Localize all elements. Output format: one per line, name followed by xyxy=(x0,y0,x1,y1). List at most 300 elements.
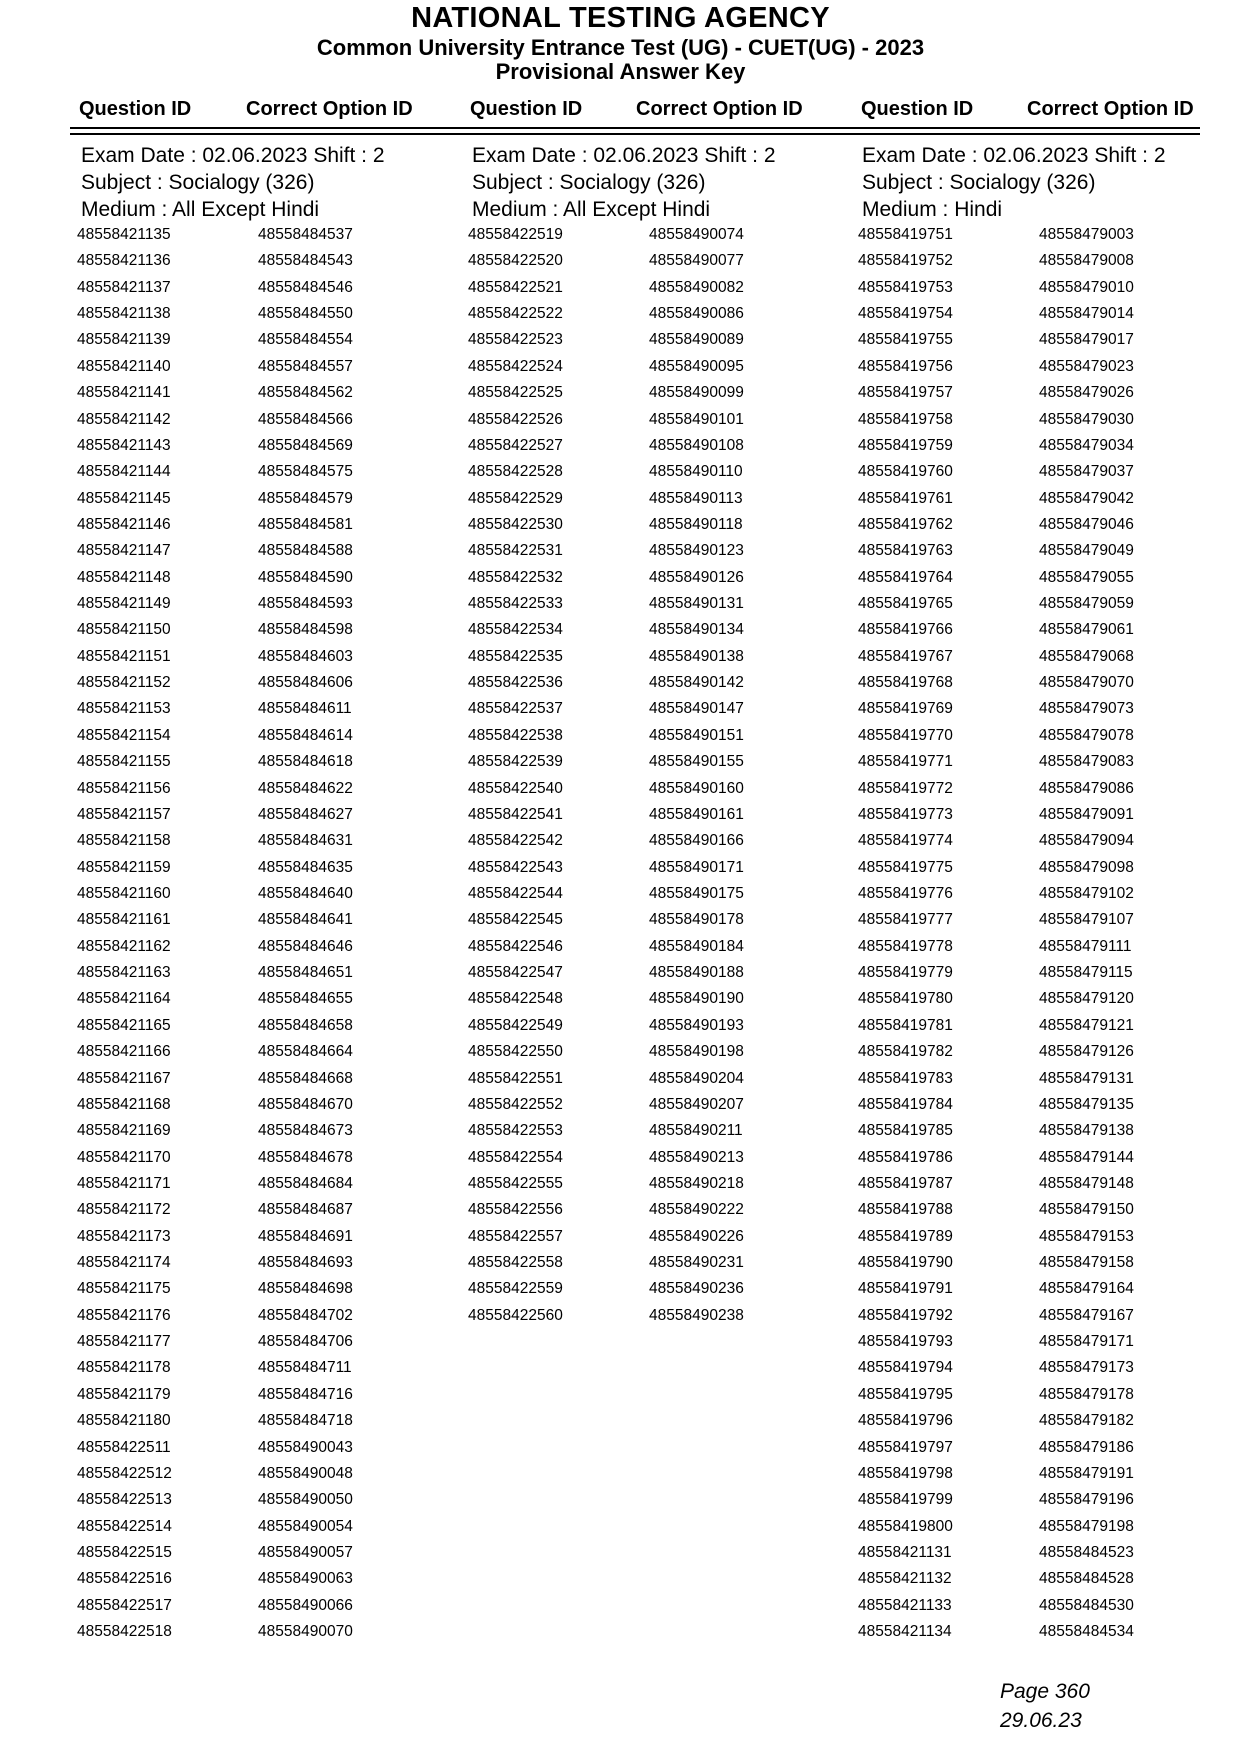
correct-option-id: 48558490218 xyxy=(649,1174,744,1192)
correct-option-id: 48558479164 xyxy=(1039,1280,1134,1298)
correct-option-id: 48558490147 xyxy=(649,700,744,718)
correct-option-id: 48558479014 xyxy=(1039,305,1134,323)
answer-row xyxy=(77,856,461,882)
question-id: 48558421131 xyxy=(858,1543,952,1561)
question-id: 48558422524 xyxy=(468,357,563,375)
question-id: 48558421137 xyxy=(77,278,171,296)
document-title: NATIONAL TESTING AGENCY xyxy=(411,2,830,34)
question-id: 48558422518 xyxy=(77,1623,172,1641)
question-id: 48558419758 xyxy=(858,410,953,428)
answer-row xyxy=(858,1330,1241,1356)
correct-option-id: 48558484711 xyxy=(258,1359,352,1377)
question-id: 48558421150 xyxy=(77,621,171,639)
answer-row xyxy=(858,1304,1241,1330)
answer-row xyxy=(858,1225,1241,1251)
question-id: 48558422535 xyxy=(468,647,563,665)
answer-row xyxy=(468,1304,852,1330)
question-id: 48558422528 xyxy=(468,463,563,481)
question-id: 48558419779 xyxy=(858,964,953,982)
answer-row xyxy=(77,1330,461,1356)
question-id: 48558422534 xyxy=(468,621,563,639)
question-id: 48558419762 xyxy=(858,515,953,533)
correct-option-id: 48558479055 xyxy=(1039,568,1134,586)
correct-option-id: 48558479191 xyxy=(1039,1464,1134,1482)
correct-option-id: 48558484603 xyxy=(258,647,353,665)
question-id: 48558422560 xyxy=(468,1306,563,1324)
question-id: 48558419781 xyxy=(858,1016,953,1034)
correct-option-id: 48558490151 xyxy=(649,726,744,744)
question-id: 48558419760 xyxy=(858,463,953,481)
correct-option-id: 48558484651 xyxy=(258,964,353,982)
question-id: 48558421142 xyxy=(77,410,171,428)
correct-option-id: 48558484550 xyxy=(258,305,353,323)
question-id: 48558421141 xyxy=(77,384,171,402)
correct-option-id: 48558479102 xyxy=(1039,884,1134,902)
answer-row xyxy=(77,882,461,908)
answer-row xyxy=(77,487,461,513)
question-id: 48558421140 xyxy=(77,357,171,375)
answer-row xyxy=(77,592,461,618)
correct-option-id: 48558479167 xyxy=(1039,1306,1134,1324)
answer-row xyxy=(468,381,852,407)
correct-option-id: 48558479037 xyxy=(1039,463,1134,481)
correct-option-id: 48558490099 xyxy=(649,384,744,402)
answer-row xyxy=(77,1304,461,1330)
answer-row xyxy=(468,276,852,302)
answer-row xyxy=(77,829,461,855)
answer-row xyxy=(468,1277,852,1303)
question-id: 48558419799 xyxy=(858,1491,953,1509)
question-id: 48558422558 xyxy=(468,1254,563,1272)
question-id: 48558422540 xyxy=(468,779,563,797)
answer-row xyxy=(858,750,1241,776)
correct-option-id: 48558484716 xyxy=(258,1385,353,1403)
correct-option-id: 48558484530 xyxy=(1039,1596,1134,1614)
question-id: 48558419753 xyxy=(858,278,953,296)
correct-option-id: 48558490110 xyxy=(649,463,743,481)
answer-row xyxy=(77,1067,461,1093)
question-id: 48558422549 xyxy=(468,1016,563,1034)
answer-row xyxy=(77,1488,461,1514)
answer-row xyxy=(77,1515,461,1541)
answer-row xyxy=(77,328,461,354)
question-id: 48558419761 xyxy=(858,489,953,507)
answer-row xyxy=(77,249,461,275)
answer-row xyxy=(858,1383,1241,1409)
answer-row xyxy=(858,829,1241,855)
correct-option-id: 48558490086 xyxy=(649,305,744,323)
answer-row xyxy=(858,1093,1241,1119)
correct-option-id: 48558484631 xyxy=(258,832,353,850)
correct-option-id: 48558490126 xyxy=(649,568,744,586)
question-id: 48558419794 xyxy=(858,1359,953,1377)
question-id: 48558421136 xyxy=(77,252,171,270)
question-id: 48558421169 xyxy=(77,1122,171,1140)
answer-row xyxy=(77,355,461,381)
question-id: 48558419757 xyxy=(858,384,953,402)
question-id: 48558422538 xyxy=(468,726,563,744)
correct-option-id: 48558484528 xyxy=(1039,1570,1134,1588)
correct-option-id: 48558484593 xyxy=(258,595,353,613)
answer-row xyxy=(77,697,461,723)
column-header-correct-option-id-2: Correct Option ID xyxy=(636,98,803,120)
question-id: 48558419797 xyxy=(858,1438,953,1456)
question-id: 48558421152 xyxy=(77,674,171,692)
correct-option-id: 48558484554 xyxy=(258,331,353,349)
question-id: 48558422530 xyxy=(468,515,563,533)
correct-option-id: 48558484562 xyxy=(258,384,353,402)
subject-label: Subject : Socialogy (326) xyxy=(862,171,1096,194)
question-id: 48558421178 xyxy=(77,1359,171,1377)
question-id: 48558421159 xyxy=(77,858,171,876)
answer-row xyxy=(858,671,1241,697)
correct-option-id: 48558490048 xyxy=(258,1464,353,1482)
answer-row xyxy=(468,697,852,723)
answer-row xyxy=(468,856,852,882)
question-id: 48558419782 xyxy=(858,1043,953,1061)
question-id: 48558421162 xyxy=(77,937,171,955)
question-id: 48558422543 xyxy=(468,858,563,876)
answer-list xyxy=(468,223,852,1330)
question-id: 48558422522 xyxy=(468,305,563,323)
answer-row xyxy=(468,460,852,486)
correct-option-id: 48558484534 xyxy=(1039,1623,1134,1641)
answer-row xyxy=(858,566,1241,592)
answer-row xyxy=(468,1146,852,1172)
correct-option-id: 48558479003 xyxy=(1039,226,1134,243)
question-id: 48558422551 xyxy=(468,1069,563,1087)
correct-option-id: 48558490118 xyxy=(649,515,743,533)
answer-row xyxy=(77,276,461,302)
answer-row xyxy=(468,618,852,644)
answer-row xyxy=(77,1356,461,1382)
exam-date-shift: Exam Date : 02.06.2023 Shift : 2 xyxy=(472,144,776,167)
correct-option-id: 48558490113 xyxy=(649,489,743,507)
correct-option-id: 48558479094 xyxy=(1039,832,1134,850)
answer-row xyxy=(858,1172,1241,1198)
answer-row xyxy=(858,487,1241,513)
question-id: 48558422554 xyxy=(468,1148,563,1166)
answer-row xyxy=(468,987,852,1013)
question-id: 48558421145 xyxy=(77,489,171,507)
answer-row xyxy=(858,381,1241,407)
correct-option-id: 48558490211 xyxy=(649,1122,743,1140)
answer-row xyxy=(468,1067,852,1093)
question-id: 48558421143 xyxy=(77,436,171,454)
question-id: 48558421180 xyxy=(77,1412,171,1430)
correct-option-id: 48558484579 xyxy=(258,489,353,507)
correct-option-id: 48558490238 xyxy=(649,1306,744,1324)
question-id: 48558421139 xyxy=(77,331,171,349)
question-id: 48558419798 xyxy=(858,1464,953,1482)
question-id: 48558421154 xyxy=(77,726,171,744)
question-id: 48558419751 xyxy=(858,226,953,243)
question-id: 48558422552 xyxy=(468,1095,563,1113)
correct-option-id: 48558490074 xyxy=(649,226,744,243)
correct-option-id: 48558490213 xyxy=(649,1148,744,1166)
correct-option-id: 48558484569 xyxy=(258,436,353,454)
answer-row xyxy=(858,645,1241,671)
question-id: 48558421176 xyxy=(77,1306,171,1324)
answer-row xyxy=(858,882,1241,908)
question-id: 48558422547 xyxy=(468,964,563,982)
correct-option-id: 48558479068 xyxy=(1039,647,1134,665)
question-id: 48558421177 xyxy=(77,1333,171,1351)
correct-option-id: 48558484706 xyxy=(258,1333,353,1351)
correct-option-id: 48558479196 xyxy=(1039,1491,1134,1509)
question-id: 48558421148 xyxy=(77,568,171,586)
correct-option-id: 48558484627 xyxy=(258,805,353,823)
page-number: Page 360 xyxy=(1000,1680,1090,1703)
question-id: 48558422536 xyxy=(468,674,563,692)
answer-row xyxy=(468,777,852,803)
correct-option-id: 48558484618 xyxy=(258,753,353,771)
answer-row xyxy=(77,987,461,1013)
question-id: 48558419789 xyxy=(858,1227,953,1245)
correct-option-id: 48558479173 xyxy=(1039,1359,1134,1377)
question-id: 48558419763 xyxy=(858,542,953,560)
answer-row xyxy=(858,328,1241,354)
answer-row xyxy=(468,408,852,434)
answer-row xyxy=(858,434,1241,460)
column-header-question-id-3: Question ID xyxy=(861,98,974,120)
correct-option-id: 48558484693 xyxy=(258,1254,353,1272)
answer-row xyxy=(858,697,1241,723)
correct-option-id: 48558484588 xyxy=(258,542,353,560)
question-id: 48558419790 xyxy=(858,1254,953,1272)
answer-row xyxy=(858,856,1241,882)
correct-option-id: 48558484543 xyxy=(258,252,353,270)
correct-option-id: 48558479126 xyxy=(1039,1043,1134,1061)
question-id: 48558421155 xyxy=(77,753,171,771)
answer-row xyxy=(858,1594,1241,1620)
answer-row xyxy=(77,539,461,565)
correct-option-id: 48558490161 xyxy=(649,805,744,823)
question-id: 48558421147 xyxy=(77,542,171,560)
correct-option-id: 48558484673 xyxy=(258,1122,353,1140)
medium-label: Medium : All Except Hindi xyxy=(81,198,320,221)
answer-row xyxy=(77,777,461,803)
question-id: 48558419759 xyxy=(858,436,953,454)
question-id: 48558422512 xyxy=(77,1464,172,1482)
question-id: 48558419764 xyxy=(858,568,953,586)
correct-option-id: 48558479070 xyxy=(1039,674,1134,692)
correct-option-id: 48558479107 xyxy=(1039,911,1134,929)
answer-row xyxy=(77,460,461,486)
question-id: 48558419796 xyxy=(858,1412,953,1430)
question-id: 48558419770 xyxy=(858,726,953,744)
question-id: 48558421172 xyxy=(77,1201,171,1219)
answer-row xyxy=(77,1014,461,1040)
question-id: 48558421179 xyxy=(77,1385,171,1403)
answer-row xyxy=(858,1409,1241,1435)
question-id: 48558419777 xyxy=(858,911,953,929)
answer-row xyxy=(858,408,1241,434)
question-id: 48558422559 xyxy=(468,1280,563,1298)
correct-option-id: 48558484664 xyxy=(258,1043,353,1061)
answer-row xyxy=(77,1567,461,1593)
correct-option-id: 48558479034 xyxy=(1039,436,1134,454)
answer-row xyxy=(77,408,461,434)
answer-row xyxy=(858,961,1241,987)
answer-row xyxy=(468,1172,852,1198)
answer-row xyxy=(468,1014,852,1040)
answer-row xyxy=(468,592,852,618)
exam-date-shift: Exam Date : 02.06.2023 Shift : 2 xyxy=(81,144,385,167)
medium-label: Medium : All Except Hindi xyxy=(472,198,711,221)
answer-row xyxy=(468,434,852,460)
question-id: 48558422550 xyxy=(468,1043,563,1061)
correct-option-id: 48558484668 xyxy=(258,1069,353,1087)
answer-row xyxy=(77,1277,461,1303)
answer-row xyxy=(468,1225,852,1251)
correct-option-id: 48558490050 xyxy=(258,1491,353,1509)
question-id: 48558422513 xyxy=(77,1491,172,1509)
answer-row xyxy=(468,671,852,697)
question-id: 48558419784 xyxy=(858,1095,953,1113)
answer-row xyxy=(77,1541,461,1567)
answer-row xyxy=(77,513,461,539)
answer-row xyxy=(858,1014,1241,1040)
correct-option-id: 48558484614 xyxy=(258,726,353,744)
question-id: 48558419775 xyxy=(858,858,953,876)
question-id: 48558422542 xyxy=(468,832,563,850)
question-id: 48558421170 xyxy=(77,1148,171,1166)
answer-row xyxy=(77,1225,461,1251)
question-id: 48558422519 xyxy=(468,226,563,243)
question-id: 48558419783 xyxy=(858,1069,953,1087)
answer-row xyxy=(77,1409,461,1435)
question-id: 48558421166 xyxy=(77,1043,171,1061)
answer-row xyxy=(77,803,461,829)
correct-option-id: 48558490204 xyxy=(649,1069,744,1087)
correct-option-id: 48558484590 xyxy=(258,568,353,586)
answer-row xyxy=(858,1277,1241,1303)
answer-row xyxy=(468,566,852,592)
answer-row xyxy=(77,223,461,249)
question-id: 48558422515 xyxy=(77,1543,172,1561)
correct-option-id: 48558484702 xyxy=(258,1306,353,1324)
answer-row xyxy=(77,381,461,407)
answer-row xyxy=(77,434,461,460)
correct-option-id: 48558484566 xyxy=(258,410,353,428)
answer-row xyxy=(858,1462,1241,1488)
question-id: 48558419791 xyxy=(858,1280,953,1298)
question-id: 48558419767 xyxy=(858,647,953,665)
answer-row xyxy=(858,1541,1241,1567)
question-id: 48558421161 xyxy=(77,911,171,929)
answer-row xyxy=(77,1198,461,1224)
answer-row xyxy=(858,1146,1241,1172)
answer-row xyxy=(468,1093,852,1119)
answer-row xyxy=(77,1383,461,1409)
question-id: 48558421149 xyxy=(77,595,171,613)
question-id: 48558419773 xyxy=(858,805,953,823)
correct-option-id: 48558490089 xyxy=(649,331,744,349)
correct-option-id: 48558490070 xyxy=(258,1623,353,1641)
answer-row xyxy=(858,1356,1241,1382)
correct-option-id: 48558484611 xyxy=(258,700,352,718)
question-id: 48558422531 xyxy=(468,542,563,560)
answer-row xyxy=(77,1172,461,1198)
question-id: 48558419786 xyxy=(858,1148,953,1166)
correct-option-id: 48558479186 xyxy=(1039,1438,1134,1456)
subject-label: Subject : Socialogy (326) xyxy=(472,171,706,194)
correct-option-id: 48558490063 xyxy=(258,1570,353,1588)
answer-row xyxy=(77,1462,461,1488)
question-id: 48558419752 xyxy=(858,252,953,270)
correct-option-id: 48558490043 xyxy=(258,1438,353,1456)
correct-option-id: 48558479178 xyxy=(1039,1385,1134,1403)
question-id: 48558422537 xyxy=(468,700,563,718)
correct-option-id: 48558490236 xyxy=(649,1280,744,1298)
answer-row xyxy=(77,1119,461,1145)
correct-option-id: 48558490184 xyxy=(649,937,744,955)
correct-option-id: 48558484691 xyxy=(258,1227,353,1245)
document-type: Provisional Answer Key xyxy=(495,59,746,84)
correct-option-id: 48558484698 xyxy=(258,1280,353,1298)
document-subtitle: Common University Entrance Test (UG) - CUET(UG) - 2023 xyxy=(316,35,925,60)
answer-row xyxy=(468,724,852,750)
correct-option-id: 48558479042 xyxy=(1039,489,1134,507)
correct-option-id: 48558484546 xyxy=(258,278,353,296)
correct-option-id: 48558490193 xyxy=(649,1016,744,1034)
correct-option-id: 48558479150 xyxy=(1039,1201,1134,1219)
answer-row xyxy=(858,908,1241,934)
question-id: 48558421168 xyxy=(77,1095,171,1113)
answer-row xyxy=(858,1620,1241,1646)
correct-option-id: 48558484687 xyxy=(258,1201,353,1219)
question-id: 48558419766 xyxy=(858,621,953,639)
question-id: 48558422541 xyxy=(468,805,563,823)
answer-row xyxy=(858,777,1241,803)
correct-option-id: 48558490101 xyxy=(649,410,744,428)
answer-row xyxy=(858,276,1241,302)
answer-row xyxy=(858,803,1241,829)
correct-option-id: 48558484622 xyxy=(258,779,353,797)
footer-date: 29.06.23 xyxy=(1000,1709,1082,1732)
answer-row xyxy=(468,513,852,539)
question-id: 48558419787 xyxy=(858,1174,953,1192)
question-id: 48558422527 xyxy=(468,436,563,454)
question-id: 48558422523 xyxy=(468,331,563,349)
question-id: 48558419774 xyxy=(858,832,953,850)
question-id: 48558419800 xyxy=(858,1517,953,1535)
question-id: 48558421138 xyxy=(77,305,171,323)
question-id: 48558419771 xyxy=(858,753,953,771)
question-id: 48558421153 xyxy=(77,700,171,718)
correct-option-id: 48558479010 xyxy=(1039,278,1134,296)
column-header-correct-option-id-1: Correct Option ID xyxy=(246,98,413,120)
question-id: 48558421160 xyxy=(77,884,171,902)
correct-option-id: 48558490178 xyxy=(649,911,744,929)
question-id: 48558422529 xyxy=(468,489,563,507)
question-id: 48558422548 xyxy=(468,990,563,1008)
correct-option-id: 48558479182 xyxy=(1039,1412,1134,1430)
question-id: 48558421165 xyxy=(77,1016,171,1034)
correct-option-id: 48558484537 xyxy=(258,226,353,243)
correct-option-id: 48558479017 xyxy=(1039,331,1134,349)
answer-row xyxy=(468,539,852,565)
correct-option-id: 48558484635 xyxy=(258,858,353,876)
question-id: 48558421158 xyxy=(77,832,171,850)
answer-row xyxy=(77,1251,461,1277)
answer-row xyxy=(858,355,1241,381)
correct-option-id: 48558490131 xyxy=(649,595,744,613)
correct-option-id: 48558484670 xyxy=(258,1095,353,1113)
question-id: 48558422533 xyxy=(468,595,563,613)
question-id: 48558421175 xyxy=(77,1280,171,1298)
